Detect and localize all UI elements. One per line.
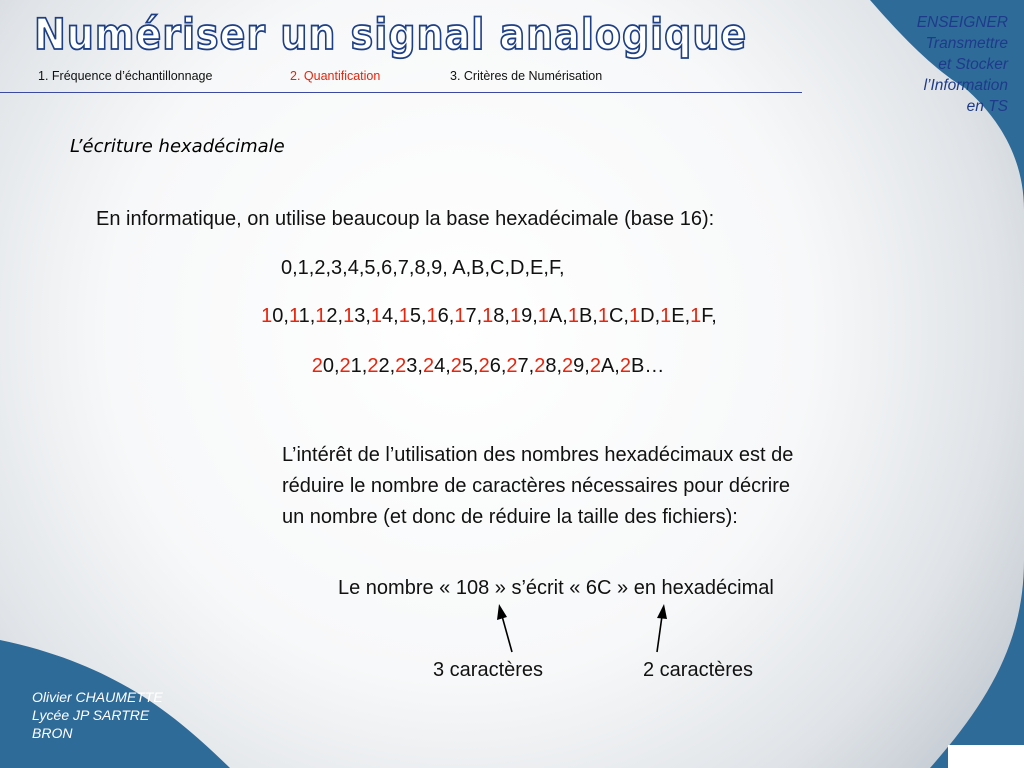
hex-prefix-digit: 2 <box>367 355 379 377</box>
author-block <box>32 688 163 742</box>
hex-prefix-digit: 1 <box>261 305 273 327</box>
hex-number <box>367 355 389 377</box>
hex-prefix-digit: 2 <box>450 355 462 377</box>
hex-row-ones: 10,11,12,13,14,15,16,17,18,19,1A,1B,1C,1D,1E,1F, <box>261 305 717 327</box>
course-label-line: et Stocker <box>938 56 1008 73</box>
example-text: Le nombre « 108 » s’écrit « 6C » en hexadécimal <box>338 577 774 599</box>
author-line: Olivier CHAUMETTE <box>32 689 163 705</box>
hex-suffix-digit: 2 <box>326 305 338 327</box>
hex-number <box>479 355 501 377</box>
hex-prefix-digit: 1 <box>660 305 672 327</box>
hex-suffix-digit: 8 <box>493 305 505 327</box>
hex-number <box>289 305 310 327</box>
hex-number <box>395 355 417 377</box>
hex-prefix-digit: 1 <box>509 305 522 327</box>
nav-item-quantification[interactable]: 2. Quantification <box>290 69 381 83</box>
hex-row-twos: 20,21,22,23,24,25,26,27,28,29,2A,2B… <box>311 355 665 377</box>
hex-prefix-digit: 1 <box>537 305 549 327</box>
hex-number <box>660 305 684 327</box>
hex-suffix-digit: 1 <box>298 305 310 327</box>
hex-suffix-digit: 2 <box>378 355 390 377</box>
section-heading: L’écriture hexadécimale <box>70 136 285 157</box>
hex-number <box>312 355 334 377</box>
nav-item-criteres[interactable]: 3. Critères de Numérisation <box>450 69 603 83</box>
corner-patch <box>948 745 1024 768</box>
course-label-line: en TS <box>966 98 1008 115</box>
hex-digits-row: 0,1,2,3,4,5,6,7,8,9, A,B,C,D,E,F, <box>281 257 565 279</box>
hex-suffix-digit: 8 <box>545 355 557 377</box>
intro-text: En informatique, on utilise beaucoup la base hexadécimale (base 16): <box>96 208 715 230</box>
nav-item-frequence[interactable]: 1. Fréquence d’échantillonnage <box>38 69 213 83</box>
hex-number <box>482 305 504 327</box>
hex-suffix-digit: 9 <box>573 355 585 377</box>
hex-suffix-digit: 0 <box>322 355 334 377</box>
hex-number <box>562 355 584 377</box>
course-label-line: Transmettre <box>925 35 1008 52</box>
hex-suffix-digit: 1 <box>350 355 362 377</box>
hex-suffix-digit: 6 <box>437 305 449 327</box>
explanation-paragraph <box>282 440 962 533</box>
hex-suffix-digit: 5 <box>461 355 473 377</box>
hex-suffix-digit: 3 <box>354 305 366 327</box>
hex-suffix-digit: A <box>600 355 615 377</box>
hex-prefix-digit: 2 <box>619 355 631 377</box>
hex-prefix-digit: 1 <box>597 305 609 327</box>
hex-prefix-digit: 1 <box>370 305 383 327</box>
hex-prefix-digit: 2 <box>534 355 546 377</box>
hex-number <box>620 355 644 377</box>
hex-suffix-digit: 5 <box>409 305 421 327</box>
hex-number <box>690 305 711 327</box>
hex-prefix-digit: 2 <box>311 355 323 377</box>
hex-prefix-digit: 1 <box>567 305 579 327</box>
hex-number <box>598 305 624 327</box>
hex-number <box>315 305 337 327</box>
hex-number <box>590 355 614 377</box>
hex-prefix-digit: 1 <box>482 305 494 327</box>
hex-prefix-digit: 2 <box>422 355 435 377</box>
author-line: BRON <box>32 725 73 741</box>
hex-row-end: , <box>711 305 717 327</box>
label-two-characters: 2 caractères <box>643 659 754 681</box>
label-three-characters: 3 caractères <box>433 659 544 681</box>
hex-prefix-digit: 1 <box>690 305 702 327</box>
slide-title: Numériser un signal analogique <box>34 10 748 60</box>
paragraph-line: L’intérêt de l’utilisation des nombres hexadécimaux est de <box>282 444 794 466</box>
hex-prefix-digit: 1 <box>288 305 299 327</box>
course-label <box>858 12 1008 117</box>
header-divider <box>0 92 802 93</box>
hex-suffix-digit: 0 <box>272 305 284 327</box>
hex-row-end: … <box>644 355 665 377</box>
hex-number <box>451 355 473 377</box>
hex-prefix-digit: 1 <box>628 305 641 327</box>
hex-suffix-digit: E <box>671 305 685 327</box>
hex-suffix-digit: B <box>630 355 645 377</box>
hex-prefix-digit: 2 <box>395 355 407 377</box>
hex-prefix-digit: 1 <box>343 305 355 327</box>
hex-number <box>423 355 445 377</box>
hex-prefix-digit: 2 <box>562 355 574 377</box>
course-label-line: ENSEIGNER <box>916 14 1008 31</box>
hex-prefix-digit: 1 <box>398 305 410 327</box>
hex-suffix-digit: F <box>701 305 712 327</box>
paragraph-line: un nombre (et donc de réduire la taille des fichiers): <box>282 506 738 528</box>
hex-suffix-digit: 4 <box>382 305 394 327</box>
hex-number <box>510 305 532 327</box>
hex-number <box>568 305 592 327</box>
hex-number <box>261 305 283 327</box>
hex-suffix-digit: 7 <box>465 305 477 327</box>
hex-number <box>399 305 421 327</box>
hex-suffix-digit: 6 <box>489 355 501 377</box>
hex-prefix-digit: 2 <box>506 355 518 377</box>
hex-suffix-digit: C <box>608 305 624 327</box>
hex-number <box>534 355 556 377</box>
course-label-line: l’Information <box>923 77 1008 94</box>
hex-suffix-digit: B <box>578 305 593 327</box>
hex-number <box>340 355 362 377</box>
hex-prefix-digit: 1 <box>315 305 327 327</box>
hex-number <box>538 305 562 327</box>
hex-number <box>454 305 476 327</box>
hex-suffix-digit: 3 <box>406 355 418 377</box>
hex-prefix-digit: 2 <box>478 355 490 377</box>
hex-number <box>629 305 655 327</box>
hex-suffix-digit: A <box>548 305 563 327</box>
hex-suffix-digit: 9 <box>521 305 533 327</box>
hex-number <box>427 305 449 327</box>
hex-number <box>343 305 365 327</box>
paragraph-line: réduire le nombre de caractères nécessaires pour décrire <box>282 475 791 497</box>
hex-prefix-digit: 1 <box>454 305 466 327</box>
hex-prefix-digit: 1 <box>426 305 438 327</box>
hex-prefix-digit: 2 <box>589 355 601 377</box>
hex-suffix-digit: 4 <box>434 355 446 377</box>
hex-prefix-digit: 2 <box>339 355 351 377</box>
hex-suffix-digit: 7 <box>517 355 529 377</box>
hex-number <box>506 355 528 377</box>
author-line: Lycée JP SARTRE <box>32 707 150 723</box>
hex-suffix-digit: D <box>640 305 655 327</box>
hex-number <box>371 305 393 327</box>
